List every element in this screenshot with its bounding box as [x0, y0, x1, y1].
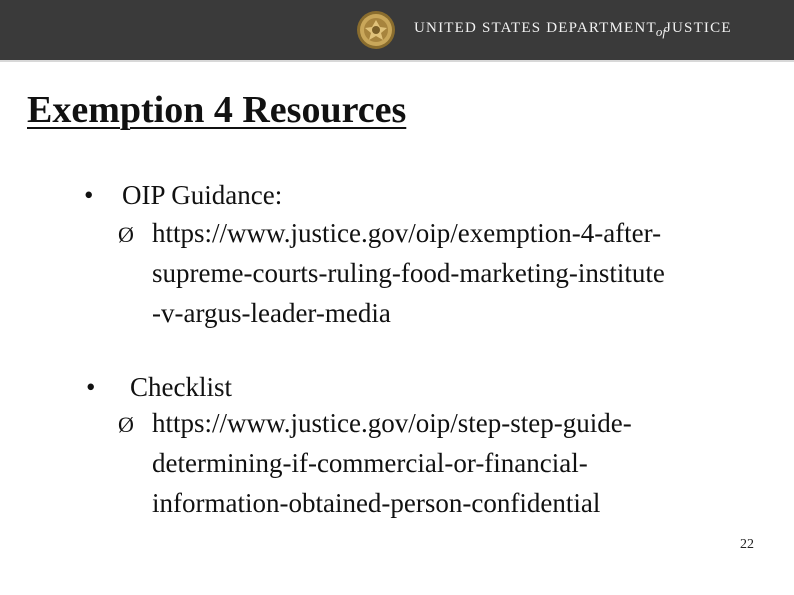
item-label-oip-guidance: OIP Guidance: [122, 180, 283, 210]
oip-guidance-link-line-2[interactable]: supreme-courts-ruling-food-marketing-institute [152, 258, 665, 288]
department-name-of: of [655, 24, 666, 39]
item-label-checklist: Checklist [130, 372, 232, 402]
department-name-part2: JUSTICE [664, 20, 732, 36]
header-bar [0, 0, 794, 60]
header-divider [0, 60, 794, 62]
checklist-link-line-3[interactable]: information-obtained-person-confidential [152, 488, 601, 518]
checklist-link-line-1[interactable]: https://www.justice.gov/oip/step-step-guide- [152, 408, 632, 438]
checklist-link-line-2[interactable]: determining-if-commercial-or-financial- [152, 448, 588, 478]
department-name [414, 20, 732, 37]
arrow-bullet-icon: Ø [118, 222, 134, 247]
bullet-icon: • [86, 372, 96, 402]
bullet-icon: • [84, 180, 94, 210]
slide-title: Exemption 4 Resources [27, 89, 407, 131]
page-number: 22 [740, 537, 754, 552]
oip-guidance-link-line-3[interactable]: -v-argus-leader-media [152, 298, 391, 328]
oip-guidance-link-line-1[interactable]: https://www.justice.gov/oip/exemption-4-after- [152, 218, 662, 248]
arrow-bullet-icon: Ø [118, 412, 134, 437]
doj-seal-icon [356, 10, 396, 50]
department-name-part1: UNITED STATES DEPARTMENT [414, 20, 657, 36]
